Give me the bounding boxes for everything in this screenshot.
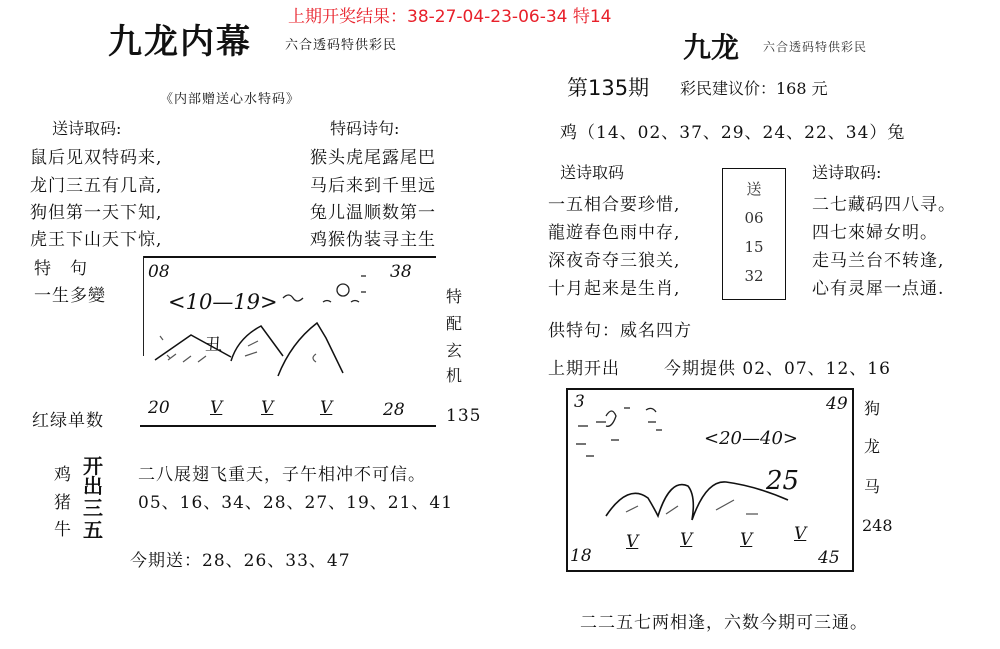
left-chart-zodiac-mark: 丑 bbox=[205, 335, 222, 355]
open-label-char: 五 bbox=[83, 518, 103, 542]
open-label-char: 三 bbox=[83, 496, 103, 520]
poem-send-label: 送诗取码: bbox=[52, 119, 122, 138]
section-title: 《内部赠送心水特码》 bbox=[160, 92, 301, 107]
color-label: 红绿单数 bbox=[32, 411, 104, 431]
right-chart-bottom-right: 45 bbox=[818, 548, 840, 568]
side-vertical-char: 玄 bbox=[446, 341, 463, 360]
right-side-item: 248 bbox=[862, 516, 893, 535]
right-poem-right-line: 二七藏码四八寻。 bbox=[812, 195, 956, 215]
today-send: 今期送：28、26、33、47 bbox=[130, 551, 351, 571]
open-label-char: 开 bbox=[83, 454, 103, 478]
left-verse: 二八展翅飞重天，子午相冲不可信。 bbox=[138, 465, 426, 485]
right-side-item: 马 bbox=[864, 477, 881, 496]
poem-special-line: 马后来到千里远 bbox=[310, 176, 436, 196]
left-chart-bottom-left: 20 bbox=[148, 398, 170, 418]
send-box-number: 32 bbox=[744, 267, 764, 285]
send-numbers-box bbox=[722, 168, 786, 300]
left-chart-top-left: 08 bbox=[148, 262, 170, 282]
left-chart-bottom-right: 28 bbox=[383, 400, 405, 420]
open-label-char: 出 bbox=[83, 474, 103, 498]
right-poem-left-label: 送诗取码 bbox=[560, 163, 625, 182]
poem-special-label: 特码诗句: bbox=[330, 119, 400, 138]
right-chart-mark: V bbox=[680, 530, 693, 550]
left-chart-mark: V bbox=[261, 398, 274, 418]
poem-send-line: 狗但第一天下知, bbox=[30, 203, 163, 223]
right-chart-mark: V bbox=[626, 532, 639, 552]
right-brand-subtitle: 六合透码特供彩民 bbox=[763, 40, 868, 54]
left-brand-subtitle: 六合透码特供彩民 bbox=[285, 38, 398, 53]
poem-special-line: 鸡猴伪装寻主生 bbox=[310, 230, 436, 250]
last-result-banner: 上期开奖结果：38-27-04-23-06-34 特14 bbox=[288, 7, 612, 27]
right-poem-left-line: 龍遊春色雨中存, bbox=[548, 223, 681, 243]
right-chart-mark: V bbox=[740, 530, 753, 550]
poem-special-line: 兔儿温顺数第一 bbox=[310, 203, 436, 223]
left-chart-mark: V bbox=[320, 398, 333, 418]
special-phrase-label: 特 句 bbox=[34, 259, 88, 279]
right-chart-top-right: 49 bbox=[826, 394, 848, 414]
right-brand-title: 九龙 bbox=[683, 31, 740, 64]
suggested-price: 彩民建议价：168 元 bbox=[680, 79, 828, 98]
zodiac-item: 猪 bbox=[54, 493, 72, 513]
left-numbers: 05、16、34、28、27、19、21、41 bbox=[138, 493, 454, 513]
right-poem-right-line: 四七來婦女明。 bbox=[812, 223, 938, 243]
last-open-label: 上期开出 bbox=[548, 359, 620, 379]
issue-number: 第135期 bbox=[567, 76, 650, 100]
right-side-item: 狗 bbox=[864, 399, 881, 418]
poem-send-line: 虎王下山天下惊, bbox=[30, 230, 163, 250]
side-vertical-char: 配 bbox=[446, 314, 463, 333]
right-poem-right-label: 送诗取码: bbox=[812, 163, 882, 182]
right-poem-right-line: 走马兰台不转逢, bbox=[812, 251, 945, 271]
right-poem-left-line: 深夜奇夺三狼关, bbox=[548, 251, 681, 271]
right-chart-mark: V bbox=[794, 524, 807, 544]
poem-send-line: 鼠后见双特码来, bbox=[30, 148, 163, 168]
poem-send-line: 龙门三五有几高, bbox=[30, 176, 163, 196]
left-chart-range: <10—19> bbox=[168, 290, 278, 314]
side-vertical-char: 特 bbox=[446, 287, 463, 306]
special-phrase-value: 一生多變 bbox=[34, 286, 106, 306]
footer-verse: 二二五七两相逢，六数今期可三通。 bbox=[580, 613, 868, 633]
right-special-phrase: 供特句：威名四方 bbox=[548, 321, 692, 341]
right-side-item: 龙 bbox=[864, 437, 881, 456]
zodiac-number-line: 鸡（14、02、37、29、24、22、34）兔 bbox=[560, 123, 906, 143]
side-vertical-char: 机 bbox=[446, 366, 463, 385]
send-box-number: 06 bbox=[744, 209, 764, 227]
send-box-number: 15 bbox=[744, 238, 764, 256]
left-chart-top-right: 38 bbox=[390, 262, 412, 282]
right-chart-range: <20—40> bbox=[704, 428, 798, 449]
right-chart-mid-mark: 25 bbox=[766, 466, 800, 496]
left-chart-mark: V bbox=[210, 398, 223, 418]
today-provide: 今期提供 02、07、12、16 bbox=[664, 359, 891, 379]
right-chart-sketch bbox=[566, 388, 856, 574]
right-poem-right-line: 心有灵犀一点通. bbox=[812, 279, 945, 299]
right-chart-bottom-left: 18 bbox=[570, 546, 592, 566]
right-chart-top-left: 3 bbox=[574, 392, 585, 412]
poem-special-line: 猴头虎尾露尾巴 bbox=[310, 148, 436, 168]
zodiac-item: 鸡 bbox=[54, 465, 72, 485]
right-poem-left-line: 一五相合要珍惜, bbox=[548, 195, 681, 215]
left-brand-title: 九龙内幕 bbox=[108, 22, 252, 62]
right-poem-left-line: 十月起来是生肖, bbox=[548, 279, 681, 299]
color-value: 135 bbox=[446, 406, 482, 426]
send-box-label: 送 bbox=[746, 180, 762, 198]
zodiac-item: 牛 bbox=[54, 520, 72, 540]
